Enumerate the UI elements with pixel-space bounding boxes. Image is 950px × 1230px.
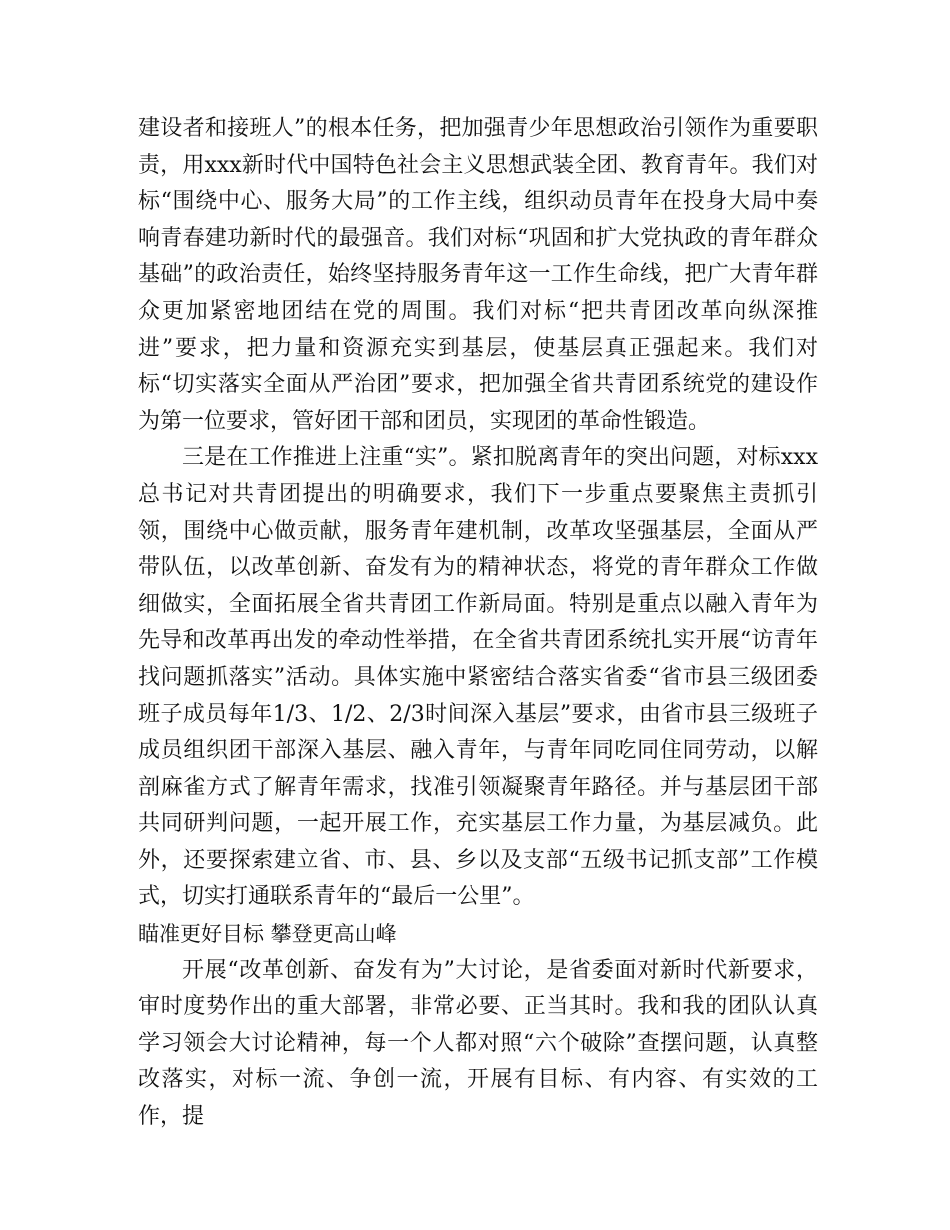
section-heading: 瞄准更好目标 攀登更高山峰: [138, 922, 397, 947]
document-body: [138, 111, 818, 1136]
paragraph-body-1: 建设者和接班人”的根本任务，把加强青少年思想政治引领作为重要职责，用xxx新时代中国特色社会主义思想武装全团、教育青年。我们对标“围绕中心、服务大局”的工作主线，组织动员青年在投身大局中奏响青春建功新时代的最强音。我们对标“巩固和扩大党执政的青年群众基础”的政治责任，始终坚持服务青年这一工作生命线，把广大青年群众更加紧密地团结在党的周围。我们对标“把共青团改革向纵深推进”要求，把力量和资源充实到基层，使基层真正强起来。我们对标“切实落实全面从严治团”要求，把加强全省共青团系统党的建设作为第一位要求，管好团干部和团员，实现团的革命性锻造。: [138, 116, 818, 434]
paragraph-body-2: 三是在工作推进上注重“实”。紧扣脱离青年的突出问题，对标xxx总书记对共青团提出的明确要求，我们下一步重点要聚焦主责抓引领，围绕中心做贡献，服务青年建机制，改革攻坚强基层，全面从严带队伍，以改革创新、奋发有为的精神状态，将党的青年群众工作做细做实，全面拓展全省共青团工作新局面。特别是重点以融入青年为先导和改革再出发的牵动性举措，在全省共青团系统扎实开展“访青年找问题抓落实”活动。具体实施中紧密结合落实省委“省市县三级团委班子成员每年1/3、1/2、2/3时间深入基层”要求，由省市县三级班子成员组织团干部深入基层、融入青年，与青年同吃同住同劳动，以解剖麻雀方式了解青年需求，找准引领凝聚青年路径。并与基层团干部共同研判问题，一起开展工作，充实基层工作力量，为基层减负。此外，还要探索建立省、市、县、乡以及支部“五级书记抓支部”工作模式，切实打通联系青年的“最后一公里”。: [138, 445, 818, 910]
paragraph-body-3: 开展“改革创新、奋发有为”大讨论，是省委面对新时代新要求，审时度势作出的重大部署，非常必要、正当其时。我和我的团队认真学习领会大讨论精神，每一个人都对照“六个破除”查摆问题，认真整改落实，对标一流、争创一流，开展有目标、有内容、有实效的工作，提: [138, 957, 818, 1130]
